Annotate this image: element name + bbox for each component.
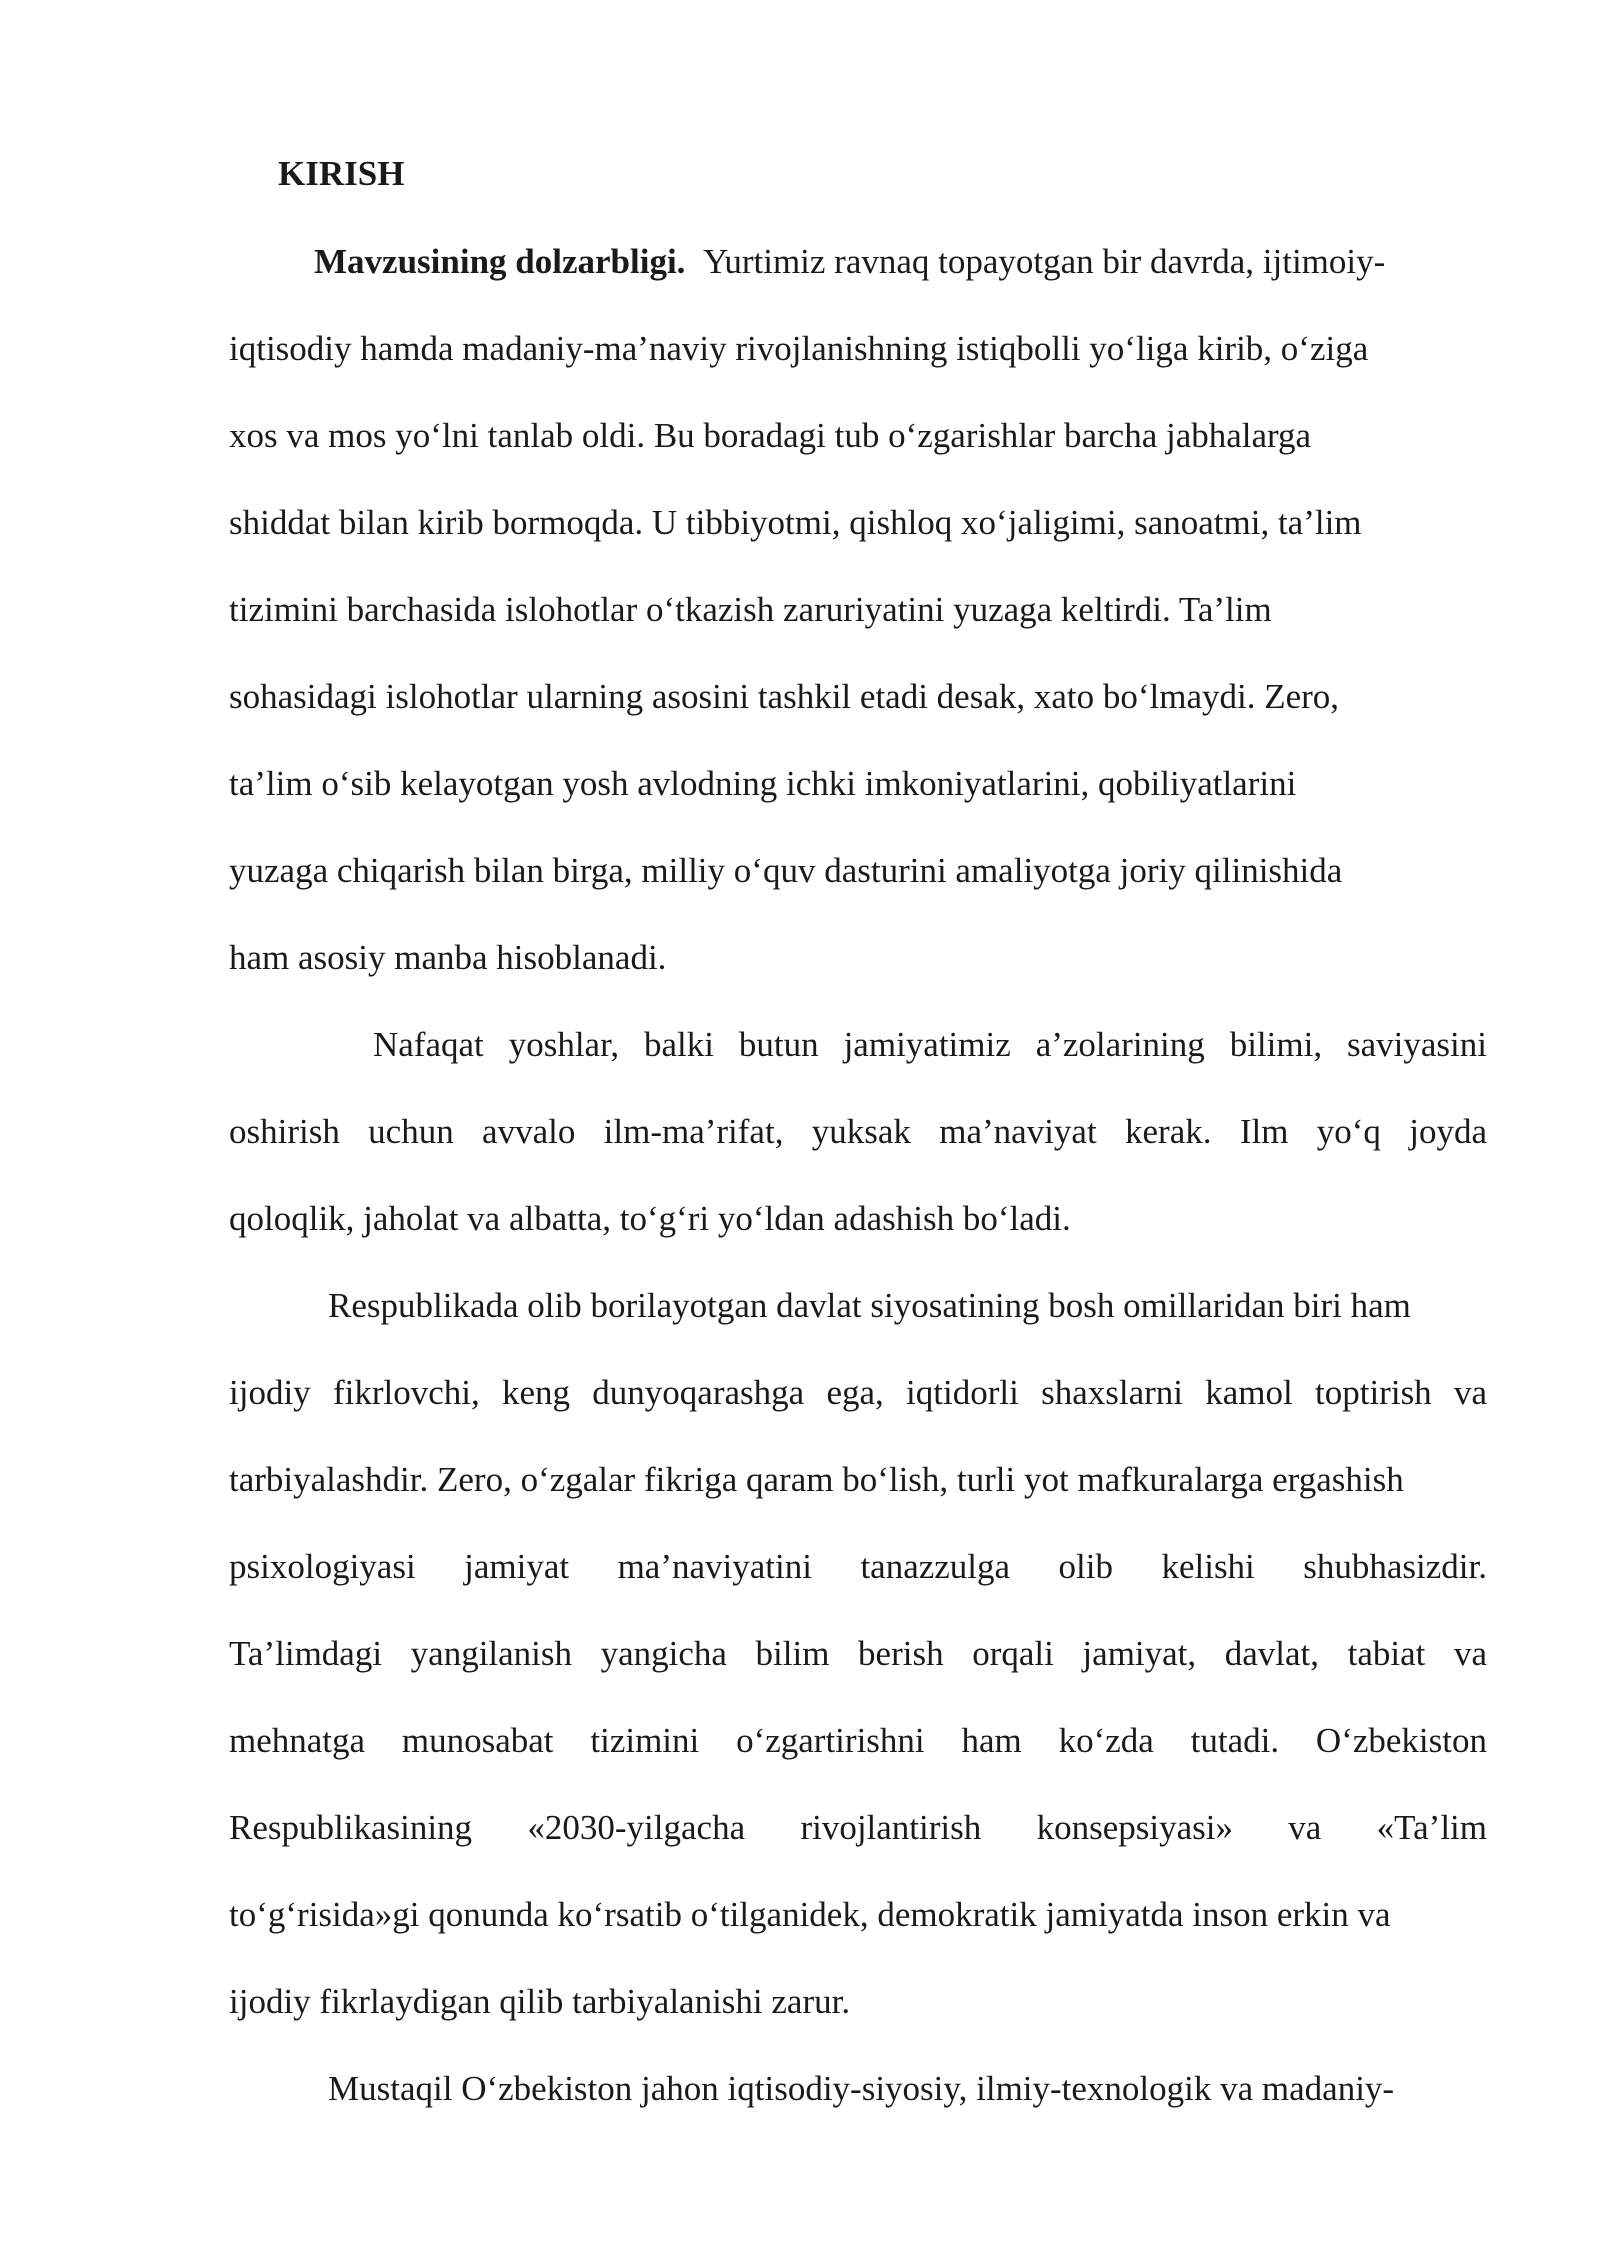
text-line: Respublikada olib borilayotgan davlat siyosatining bosh omillaridan biri ham <box>328 1286 1411 1325</box>
text-line: ijodiy fikrlaydigan qilib tarbiyalanishi zarur. <box>229 1982 851 2021</box>
text-line: Respublikasining «2030-yilgacha rivojlantirish konsepsiyasi» va «Ta’lim <box>229 1808 1487 1847</box>
text-line: sohasidagi islohotlar ularning asosini tashkil etadi desak, xato bo‘lmaydi. Zero, <box>229 677 1340 716</box>
text-line: tizimini barchasida islohotlar o‘tkazish zaruriyatini yuzaga keltirdi. Ta’lim <box>229 590 1272 629</box>
text-line: ijodiy fikrlovchi, keng dunyoqarashga ega, iqtidorli shaxslarni kamol toptirish va <box>229 1373 1487 1412</box>
text-line: to‘g‘risida»gi qonunda ko‘rsatib o‘tilganidek, demokratik jamiyatda inson erkin va <box>229 1895 1391 1934</box>
text-line: psixologiyasi jamiyat ma’naviyatini tanazzulga olib kelishi shubhasizdir. <box>229 1547 1487 1586</box>
text-line: iqtisodiy hamda madaniy-ma’naviy rivojlanishning istiqbolli yo‘liga kirib, o‘ziga <box>229 329 1369 368</box>
text-line: Nafaqat yoshlar, balki butun jamiyatimiz a’zolarining bilimi, saviyasini <box>373 1025 1487 1064</box>
text-line: xos va mos yo‘lni tanlab oldi. Bu boradagi tub o‘zgarishlar barcha jabhalarga <box>229 416 1312 455</box>
section-heading: KIRISH <box>278 154 405 193</box>
text-line: Mustaqil O‘zbekiston jahon iqtisodiy-siyosiy, ilmiy-texnologik va madaniy- <box>328 2069 1395 2108</box>
text-line: mehnatga munosabat tizimini o‘zgartirishni ham ko‘zda tutadi. O‘zbekiston <box>229 1721 1487 1760</box>
text-line: qoloqlik, jaholat va albatta, to‘g‘ri yo‘ldan adashish bo‘ladi. <box>229 1199 1071 1238</box>
text-line: yuzaga chiqarish bilan birga, milliy o‘quv dasturini amaliyotga joriy qilinishida <box>229 851 1343 890</box>
text-line: ta’lim o‘sib kelayotgan yosh avlodning ichki imkoniyatlarini, qobiliyatlarini <box>229 764 1297 803</box>
text-line: ham asosiy manba hisoblanadi. <box>229 938 667 977</box>
text-line: shiddat bilan kirib bormoqda. U tibbiyotmi, qishloq xo‘jaligimi, sanoatmi, ta’lim <box>229 503 1362 542</box>
paragraph-lead-line <box>314 240 1487 284</box>
text-line: Ta’limdagi yangilanish yangicha bilim berish orqali jamiyat, davlat, tabiat va <box>229 1634 1487 1673</box>
text-line: oshirish uchun avvalo ilm-ma’rifat, yuksak ma’naviyat kerak. Ilm yo‘q joyda <box>229 1112 1487 1151</box>
lead-text: Yurtimiz ravnaq topayotgan bir davrda, ijtimoiy- <box>702 242 1386 281</box>
lead-bold-label: Mavzusining dolzarbligi. <box>314 242 686 281</box>
text-line: tarbiyalashdir. Zero, o‘zgalar fikriga qaram bo‘lish, turli yot mafkuralarga ergashish <box>229 1460 1404 1499</box>
